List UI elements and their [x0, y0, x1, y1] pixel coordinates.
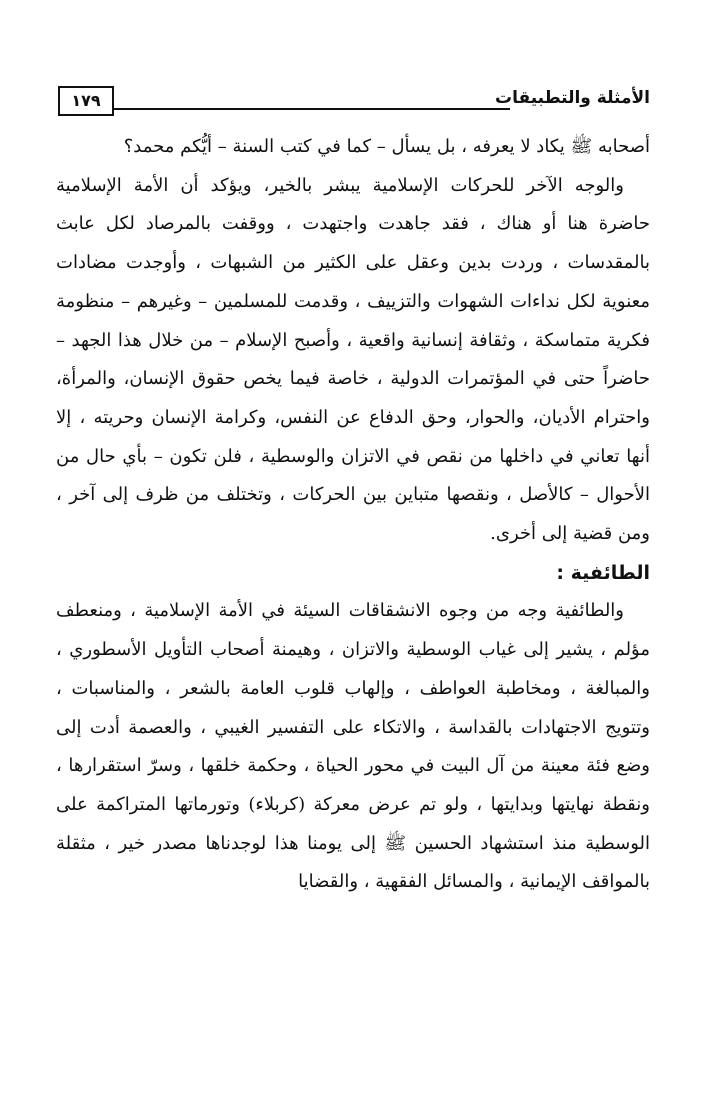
paragraph-islamic-movements: والوجه الآخر للحركات الإسلامية يبشر بالخير، ويؤكد أن الأمة الإسلامية حاضرة هنا أو هناك ، فقد جاهدت واجتهدت ، ووقفت بالمرصاد لكل عابث بالمقدسات ، وردت بدين وعقل على الكثير من الشبهات ، وأوجدت مضادات معنوية لكل نداءات الشهوات والتزييف ، وقدمت للمسلمين – وغيرهم – منظومة فكرية متماسكة ، وثقافة إنسانية واقعية ، وأصبح الإسلام – من خلال هذا الجهد – حاضراً حتى في المؤتمرات الدولية ، خاصة فيما يخص حقوق الإنسان، والمرأة، واحترام الأديان، والحوار، وحق الدفاع عن النفس، وكرامة الإنسان وحريته ، إلا أنها تعاني في داخلها من نقص في الاتزان والوسطية ، فلن تكون – بأي حال من الأحوال – كالأصل ، ونقصها متباين بين الحركات ، وتختلف من ظرف إلى آخر ، ومن قضية إلى أخرى. [56, 174, 650, 545]
page-number: ١٧٩ [58, 86, 114, 116]
running-header-title: الأمثلة والتطبيقات [495, 88, 650, 108]
page-body [56, 128, 650, 902]
page-header [58, 84, 650, 120]
paragraph-sectarianism: والطائفية وجه من وجوه الانشقاقات السيئة في الأمة الإسلامية ، ومنعطف مؤلم ، يشير إلى غياب الوسطية والاتزان ، وهيمنة أصحاب التأويل الأسطوري ، والمبالغة ، ومخاطبة العواطف ، وإلهاب قلوب العامة بالشعر ، والمناسبات ، وتتويج الاجتهادات بالقداسة ، والاتكاء على التفسير الغيبي ، والعصمة أدت إلى وضع فئة معينة من آل البيت في محور الحياة ، وحكمة خلقها ، وسرّ استقرارها ، ونقطة نهايتها وبدايتها ، ولو تم عرض معركة (كربلاء) وتورماتها المتراكمة على الوسطية منذ استشهاد الحسين ﷺ إلى يومنا هذا لوجدناها مصدر خير ، مثقلة بالمواقف الإيمانية ، والمسائل الفقهية ، والقضايا [56, 600, 650, 893]
paragraph-continuation: أصحابه ﷺ يكاد لا يعرفه ، بل يسأل – كما في كتب السنة – أيُّكم محمد؟ [123, 136, 650, 157]
header-rule [114, 108, 510, 110]
section-heading: الطائفية : [556, 561, 650, 584]
